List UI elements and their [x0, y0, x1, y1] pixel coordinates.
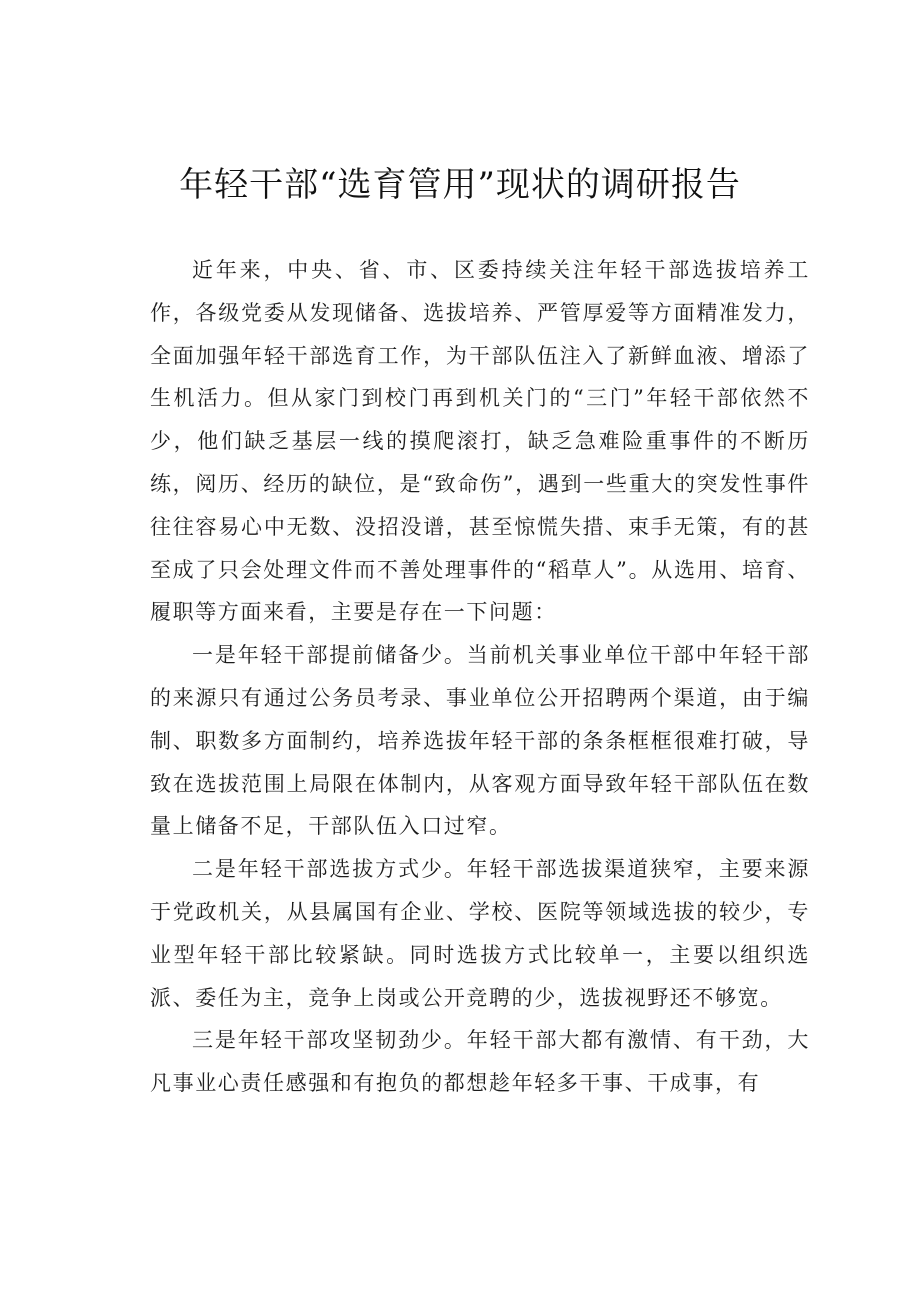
paragraph-point-two: 二是年轻干部选拔方式少。年轻干部选拔渠道狭窄，主要来源于党政机关，从县属国有企业、学校、医院等领域选拔的较少，专业型年轻干部比较紧缺。同时选拔方式比较单一，主要以组织选派、委任为主，竞争上岗或公开竞聘的少，选拔视野还不够宽。 — [150, 857, 810, 1010]
paragraph-point-one: 一是年轻干部提前储备少。当前机关事业单位干部中年轻干部的来源只有通过公务员考录、事业单位公开招聘两个渠道，由于编制、职数多方面制约，培养选拔年轻干部的条条框框很难打破，导致在选拔范围上局限在体制内，从客观方面导致年轻干部队伍在数量上储备不足，干部队伍入口过窄。 — [150, 643, 810, 839]
document-title: 年轻干部“选育管用”现状的调研报告 — [179, 165, 741, 205]
document-body — [150, 249, 810, 1105]
paragraph-intro: 近年来，中央、省、市、区委持续关注年轻干部选拔培养工作，各级党委从发现储备、选拔培养、严管厚爱等方面精准发力，全面加强年轻干部选育工作，为干部队伍注入了新鲜血液、增添了生机活力。但从家门到校门再到机关门的“三门”年轻干部依然不少，他们缺乏基层一线的摸爬滚打，缺乏急难险重事件的不断历练，阅历、经历的缺位，是“致命伤”，遇到一些重大的突发性事件往往容易心中无数、没招没谱，甚至惊慌失措、束手无策，有的甚至成了只会处理文件而不善处理事件的“稻草人”。从选用、培育、履职等方面来看，主要是存在一下问题： — [150, 258, 810, 625]
paragraph-point-three: 三是年轻干部攻坚韧劲少。年轻干部大都有激情、有干劲，大凡事业心责任感强和有抱负的都想趁年轻多干事、干成事，有 — [150, 1028, 810, 1096]
